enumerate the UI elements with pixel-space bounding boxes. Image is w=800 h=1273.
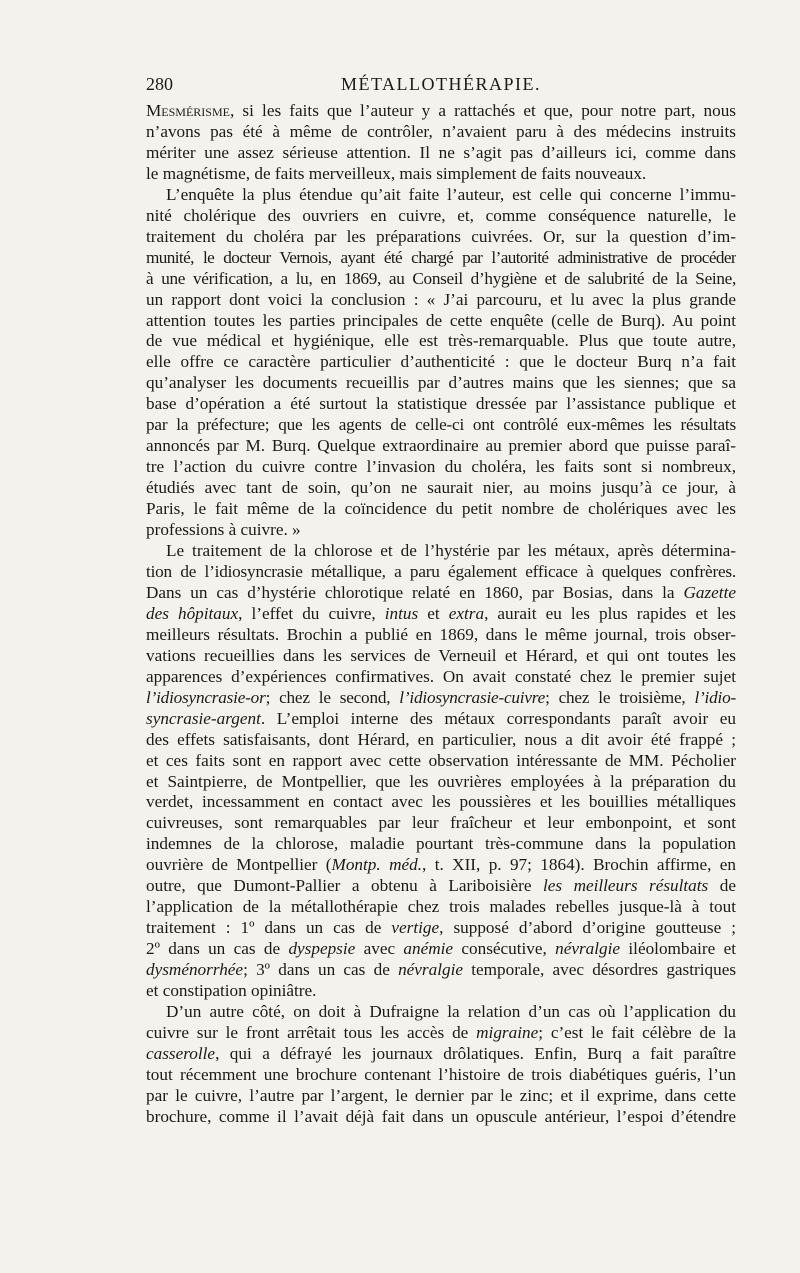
text-line: de vue médical et hygiénique, elle est très-remarquable. Plus que toute autre,: [146, 331, 736, 351]
text-line: tre l’action du cuivre contre l’invasion du choléra, les faits sont si nombreux,: [146, 457, 736, 477]
text-line: professions à cuivre. »: [146, 520, 301, 540]
text-line: L’enquête la plus étendue qu’ait faite l’auteur, est celle qui concerne l’immu-: [166, 184, 736, 204]
text-line: Paris, le fait même de la coïncidence du petit nombre de cholériques avec les: [146, 499, 736, 519]
text-line: à une vérification, a lu, en 1869, au Conseil d’hygiène et de salubrité de la Seine,: [146, 268, 736, 288]
text-line: nité cholérique des ouvriers en cuivre, et, comme conséquence naturelle, le: [146, 205, 736, 225]
text-line: tout récemment une brochure contenant l’histoire de trois diabétiques guéris, l’un: [146, 1064, 736, 1084]
text-line: syncrasie-argent. L’emploi interne des métaux correspondants paraît avoir eu: [146, 708, 736, 728]
text-line: n’avons pas été à même de contrôler, n’avaient paru à des médecins instruits: [146, 121, 736, 141]
text-line: par la préfecture; que les agents de celle-ci ont contrôlé eux-mêmes les résultats: [146, 415, 736, 435]
text-line: apparences d’expériences confirmatives. On avait constaté chez le premier sujet: [146, 666, 736, 686]
text-line: 2º dans un cas de dyspepsie avec anémie consécutive, névralgie iléolombaire et: [146, 939, 736, 959]
text-line: verdet, incessamment en contact avec les poussières et les bouillies métalliques: [146, 792, 736, 812]
text-line: outre, que Dumont-Pallier a obtenu à Lariboisière les meilleurs résultats de: [146, 876, 736, 896]
text-line: l’idiosyncrasie-or; chez le second, l’idiosyncrasie-cuivre; chez le troisième, l’idio-: [146, 687, 736, 707]
text-line: dysménorrhée; 3º dans un cas de névralgie temporale, avec désordres gastriques: [146, 960, 736, 980]
text-line: annoncés par M. Burq. Quelque extraordinaire au premier abord que puisse paraî-: [146, 436, 736, 456]
text-line: et constipation opiniâtre.: [146, 981, 317, 1001]
text-line: cuivreuses, sont remarquables par leur fraîcheur et leur embonpoint, et sont: [146, 813, 736, 833]
text-line: Le traitement de la chlorose et de l’hystérie par les métaux, après détermina-: [166, 541, 736, 561]
text-line: des effets satisfaisants, dont Hérard, en particulier, nous a dit avoir été frappé ;: [146, 729, 736, 749]
text-line: des hôpitaux, l’effet du cuivre, intus et extra, aurait eu les plus rapides et les: [146, 603, 736, 623]
text-line: mériter une assez sérieuse attention. Il ne s’agit pas d’ailleurs ici, comme dans: [146, 142, 736, 162]
text-line: par le cuivre, l’autre par l’argent, le dernier par le zinc; et il exprime, dans cette: [146, 1085, 736, 1105]
text-line: le magnétisme, de faits merveilleux, mais simplement de faits nouveaux.: [146, 163, 647, 183]
text-line: étudiés avec tant de soin, qu’on ne saurait nier, au moins jusqu’à ce jour, à: [146, 478, 736, 498]
text-line: Dans un cas d’hystérie chlorotique relaté en 1860, par Bosias, dans la Gazette: [146, 582, 736, 602]
text-line: meilleurs résultats. Brochin a publié en 1869, dans le même journal, trois obser-: [146, 624, 736, 644]
text-line: elle offre ce caractère particulier d’authenticité : que le docteur Burq n’a fait: [146, 352, 736, 372]
text-line: qu’analyser les documents recueillis par d’autres mains que les siennes; que sa: [146, 373, 736, 393]
text-line: ouvrière de Montpellier (Montp. méd., t. XII, p. 97; 1864). Brochin affirme, en: [146, 855, 736, 875]
text-line: vations recueillies dans les services de Verneuil et Hérard, et qui ont toutes les: [146, 645, 736, 665]
text-line: munité, le docteur Vernois, ayant été chargé par l’autorité administrative de procéder: [146, 247, 736, 267]
text-line: brochure, comme il l’avait déjà fait dans un opuscule antérieur, l’espoi d’étendre: [146, 1106, 736, 1126]
text-line: traitement : 1º dans un cas de vertige, supposé d’abord d’origine goutteuse ;: [146, 918, 736, 938]
text-line: un rapport dont voici la conclusion : « J’ai parcouru, et lu avec la plus grande: [146, 289, 736, 309]
text-line: attention toutes les parties principales de cette enquête (celle de Burq). Au point: [146, 310, 736, 330]
text-line: base d’opération a été surtout la statistique dressée par l’assistance publique et: [146, 394, 736, 414]
text-line: l’application de la métallothérapie chez trois malades rebelles jusque-là à tout: [146, 897, 736, 917]
page-header: [146, 74, 736, 98]
text-line: casserolle, qui a défrayé les journaux drôlatiques. Enfin, Burq a fait paraître: [146, 1043, 736, 1063]
text-line: D’un autre côté, on doit à Dufraigne la relation d’un cas où l’application du: [166, 1001, 736, 1021]
running-title: MÉTALLOTHÉRAPIE.: [341, 74, 542, 94]
text-line: Mesmérisme, si les faits que l’auteur y a rattachés et que, pour notre part, nous: [146, 101, 736, 120]
page-number: 280: [146, 74, 173, 94]
body-text: [146, 101, 736, 1128]
text-line: cuivre sur le front arrêtait tous les accès de migraine; c’est le fait célèbre de la: [146, 1022, 736, 1042]
text-line: tion de l’idiosyncrasie métallique, a paru également efficace à quelques confrères.: [146, 561, 736, 581]
text-line: et Saintpierre, de Montpellier, que les ouvrières employées à la préparation du: [146, 771, 736, 791]
text-line: traitement du choléra par les préparations cuivrées. Or, sur la question d’im-: [146, 226, 736, 246]
text-line: indemnes de la chlorose, maladie pourtant très-commune dans la population: [146, 834, 736, 854]
text-line: et ces faits sont en rapport avec cette observation intéressante de MM. Pécholier: [146, 750, 736, 770]
